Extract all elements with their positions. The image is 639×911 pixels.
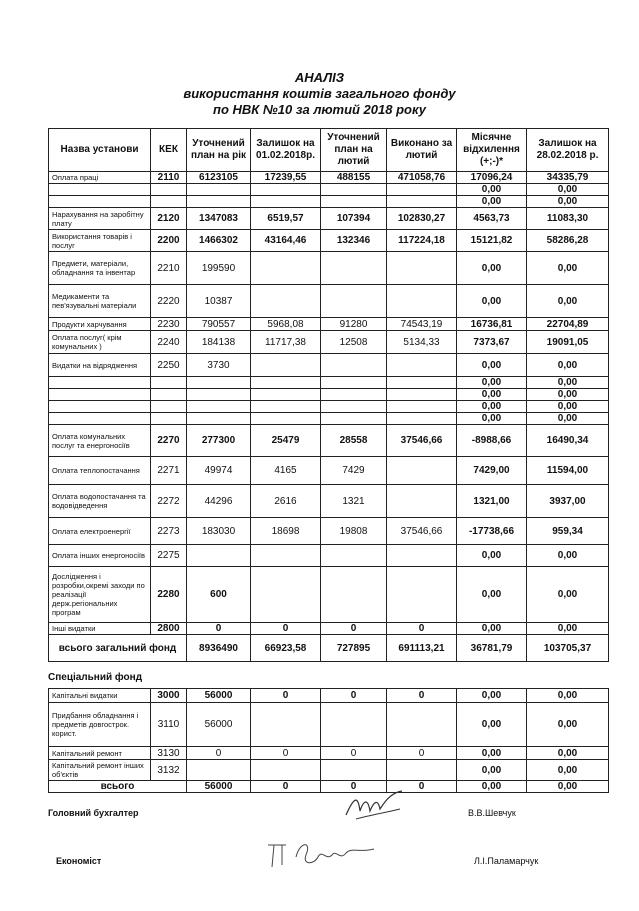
row-value: 3937,00 [527,485,609,518]
row-label: Видатки на відрядження [49,354,151,377]
row-value: 28558 [321,425,387,457]
row-code: 2271 [151,457,187,485]
row-value: 19091,05 [527,331,609,354]
row-value: 0,00 [527,401,609,413]
row-value [187,545,251,567]
row-value [251,252,321,285]
row-value: 0,00 [457,196,527,208]
row-code [151,413,187,425]
row-value: 0,00 [457,401,527,413]
economist-signature-icon [262,835,382,875]
row-value [251,703,321,747]
row-value: 183030 [187,518,251,545]
row-value: 11594,00 [527,457,609,485]
row-code: 2110 [151,172,187,184]
row-value: 0 [387,623,457,635]
row-label [49,196,151,208]
row-value: 1321,00 [457,485,527,518]
row-label: Оплата електроенергії [49,518,151,545]
row-value: 488155 [321,172,387,184]
doc-title: АНАЛІЗ [294,70,345,85]
row-value [187,184,251,196]
row-value [387,389,457,401]
row-code: 3000 [151,689,187,703]
row-value: 0,00 [527,184,609,196]
row-value: 16736,81 [457,318,527,331]
col-header: Залишок на 28.02.2018 р. [527,129,609,172]
row-code [151,377,187,389]
row-value: 0,00 [457,252,527,285]
row-label: Оплата водопостачання та водовідведення [49,485,151,518]
row-label: Нарахування на заробітну плату [49,208,151,230]
row-value: 0 [251,623,321,635]
row-code [151,389,187,401]
row-value: 277300 [187,425,251,457]
row-value: 117224,18 [387,230,457,252]
table-row [49,689,609,703]
row-value: 5968,08 [251,318,321,331]
general-total-row [49,635,609,662]
row-value: 16490,34 [527,425,609,457]
row-code: 3110 [151,703,187,747]
col-header: КЕК [151,129,187,172]
row-value [187,389,251,401]
row-value: 91280 [321,318,387,331]
row-code: 2272 [151,485,187,518]
table-row [49,196,609,208]
row-value [251,354,321,377]
row-value: 0,00 [527,196,609,208]
table-row [49,285,609,318]
row-label: Використання товарів і послуг [49,230,151,252]
row-value: 0,00 [527,760,609,781]
row-value: 18698 [251,518,321,545]
row-value: 6519,57 [251,208,321,230]
row-value [387,567,457,623]
row-value: 56000 [187,703,251,747]
col-header: Уточнений план на лютий [321,129,387,172]
row-code: 2240 [151,331,187,354]
row-value: 0 [387,689,457,703]
row-code: 2250 [151,354,187,377]
table-row [49,703,609,747]
doc-subtitle: використання коштів загального фонду [183,86,456,101]
table-row [49,230,609,252]
row-value [387,285,457,318]
row-value: 107394 [321,208,387,230]
economist-name: Л.І.Паламарчук [474,856,539,866]
row-value [321,760,387,781]
table-row [49,425,609,457]
row-value: 0,00 [457,567,527,623]
total-cell: 8936490 [187,635,251,662]
table-row [49,518,609,545]
row-label: Оплата комунальних послуг та енергоносіїв [49,425,151,457]
row-value: -17738,66 [457,518,527,545]
row-value: 0,00 [457,545,527,567]
row-value [387,703,457,747]
row-label: Капітальні видатки [49,689,151,703]
table-row [49,485,609,518]
special-fund-table [48,688,609,793]
row-value [387,252,457,285]
row-value: 0,00 [527,689,609,703]
table-header-row [49,129,609,172]
row-value: 0 [187,747,251,760]
row-value: 0,00 [457,703,527,747]
row-value [251,389,321,401]
row-value: 0,00 [457,354,527,377]
col-header: Виконано за лютий [387,129,457,172]
doc-period: по НВК №10 за лютий 2018 року [213,102,426,117]
total-cell: 0 [251,781,321,793]
row-label [49,184,151,196]
row-value: 17096,24 [457,172,527,184]
special-fund-label: Спеціальний фонд [48,672,143,683]
row-value: 0 [321,689,387,703]
row-code: 2275 [151,545,187,567]
table-row [49,623,609,635]
row-value [251,196,321,208]
row-value: 12508 [321,331,387,354]
row-value: 132346 [321,230,387,252]
row-label: Придбання обладнання і предметів довгострок. корист. [49,703,151,747]
row-value: 0,00 [527,285,609,318]
row-value: 1347083 [187,208,251,230]
row-value: 37546,66 [387,518,457,545]
row-value: 0,00 [527,413,609,425]
row-label: Оплата послуг( крім комунальних ) [49,331,151,354]
table-row [49,457,609,485]
row-value: 6123105 [187,172,251,184]
row-value: 56000 [187,689,251,703]
row-value: 0,00 [457,389,527,401]
row-value: 102830,27 [387,208,457,230]
row-value: 0,00 [457,760,527,781]
total-cell: 0,00 [527,781,609,793]
table-row [49,172,609,184]
total-label: всього загальний фонд [49,635,187,662]
row-label [49,401,151,413]
table-row [49,252,609,285]
row-value: 0,00 [457,377,527,389]
row-value [387,196,457,208]
row-value: 184138 [187,331,251,354]
row-value [251,184,321,196]
row-value: 0,00 [527,567,609,623]
row-value: 0 [321,623,387,635]
row-value [321,252,387,285]
row-value [387,760,457,781]
row-code: 2210 [151,252,187,285]
row-value [321,545,387,567]
total-cell: 0 [387,781,457,793]
row-value [387,485,457,518]
row-value: 0,00 [527,545,609,567]
row-value: 0 [251,747,321,760]
row-value: 17239,55 [251,172,321,184]
row-value: 5134,33 [387,331,457,354]
row-value [321,567,387,623]
row-value: 0 [187,623,251,635]
row-code: 2120 [151,208,187,230]
row-label: Капітальний ремонт інших об'єктів [49,760,151,781]
row-value [387,377,457,389]
row-value: 4165 [251,457,321,485]
row-value: 199590 [187,252,251,285]
row-code [151,184,187,196]
row-value: 0,00 [527,703,609,747]
row-value: 2616 [251,485,321,518]
row-value: 0,00 [527,389,609,401]
row-value [187,377,251,389]
row-value [387,457,457,485]
row-value: 0,00 [457,689,527,703]
row-value [321,354,387,377]
table-row [49,401,609,413]
row-value [321,401,387,413]
row-value: 1321 [321,485,387,518]
economist-title: Економіст [56,856,102,866]
row-value [251,567,321,623]
total-cell: 727895 [321,635,387,662]
row-value: 11717,38 [251,331,321,354]
table-row [49,331,609,354]
row-value: 58286,28 [527,230,609,252]
row-value: 11083,30 [527,208,609,230]
row-value: 0,00 [457,623,527,635]
table-row [49,413,609,425]
total-cell: 691113,21 [387,635,457,662]
table-row [49,545,609,567]
row-label: Предмети, матеріали, обладнання та інвентар [49,252,151,285]
table-row [49,184,609,196]
row-value [251,401,321,413]
total-cell: 0 [321,781,387,793]
table-row [49,208,609,230]
row-value: 0 [251,689,321,703]
row-value: 0,00 [527,252,609,285]
col-header: Місячне відхилення (+;-)* [457,129,527,172]
row-value: 0 [321,747,387,760]
row-code: 2230 [151,318,187,331]
row-code: 2273 [151,518,187,545]
table-row [49,354,609,377]
row-label: Оплата теплопостачання [49,457,151,485]
row-code: 2270 [151,425,187,457]
row-code: 2800 [151,623,187,635]
row-value: 0,00 [457,184,527,196]
row-value [321,703,387,747]
row-value: 37546,66 [387,425,457,457]
row-label: Продукти харчування [49,318,151,331]
row-label [49,377,151,389]
row-label [49,413,151,425]
row-value: 7429,00 [457,457,527,485]
chief-signature-icon [340,785,410,825]
row-value [387,545,457,567]
row-value: 0,00 [457,747,527,760]
row-label: Оплата інших енергоносіїв [49,545,151,567]
row-value: 0,00 [527,354,609,377]
row-value [387,184,457,196]
row-value: 1466302 [187,230,251,252]
row-value: -8988,66 [457,425,527,457]
row-value [387,413,457,425]
row-value: 0,00 [527,747,609,760]
row-value: 471058,76 [387,172,457,184]
row-value [321,285,387,318]
row-value [187,413,251,425]
row-value: 4563,73 [457,208,527,230]
row-code: 2280 [151,567,187,623]
row-value [187,196,251,208]
total-cell: 56000 [187,781,251,793]
row-value: 0,00 [457,285,527,318]
table-row [49,318,609,331]
row-value [251,760,321,781]
row-value [321,196,387,208]
row-label [49,389,151,401]
row-value: 0,00 [527,377,609,389]
row-value [187,760,251,781]
general-fund-table [48,128,609,662]
row-value [321,377,387,389]
table-row [49,377,609,389]
row-value: 3730 [187,354,251,377]
row-label: Дослідження і розробки,окремі заходи по реалізації держ.регіональних програм [49,567,151,623]
row-value: 22704,89 [527,318,609,331]
row-label: Медикаменти та пев'язувальні матеріали [49,285,151,318]
total-label: всього [49,781,187,793]
row-value [321,389,387,401]
total-cell: 0,00 [457,781,527,793]
table-row [49,567,609,623]
col-header: Залишок на 01.02.2018р. [251,129,321,172]
table-row [49,389,609,401]
row-label: Капітальний ремонт [49,747,151,760]
special-total-row [49,781,609,793]
row-value: 74543,19 [387,318,457,331]
row-value [251,285,321,318]
row-code: 2220 [151,285,187,318]
row-value [387,354,457,377]
col-header: Назва установи [49,129,151,172]
row-value: 25479 [251,425,321,457]
row-value: 790557 [187,318,251,331]
row-value: 43164,46 [251,230,321,252]
table-row [49,760,609,781]
row-code: 3132 [151,760,187,781]
row-value: 0,00 [527,623,609,635]
row-code [151,401,187,413]
row-value: 600 [187,567,251,623]
row-value [321,413,387,425]
chief-accountant-title: Головний бухгалтер [48,808,139,818]
row-value: 7429 [321,457,387,485]
row-value: 15121,82 [457,230,527,252]
chief-accountant-name: В.В.Шевчук [468,808,516,818]
row-value: 10387 [187,285,251,318]
row-code: 2200 [151,230,187,252]
total-cell: 66923,58 [251,635,321,662]
row-label: Інші видатки [49,623,151,635]
row-value: 34335,79 [527,172,609,184]
row-value: 0,00 [457,413,527,425]
row-value [251,545,321,567]
total-cell: 103705,37 [527,635,609,662]
row-value: 7373,67 [457,331,527,354]
row-code: 3130 [151,747,187,760]
row-code [151,196,187,208]
col-header: Уточнений план на рік [187,129,251,172]
table-row [49,747,609,760]
total-cell: 36781,79 [457,635,527,662]
row-value [251,377,321,389]
row-value: 0 [387,747,457,760]
row-value: 19808 [321,518,387,545]
row-value: 44296 [187,485,251,518]
row-value [387,401,457,413]
row-label: Оплата праці [49,172,151,184]
row-value [187,401,251,413]
row-value [251,413,321,425]
row-value [321,184,387,196]
row-value: 49974 [187,457,251,485]
row-value: 959,34 [527,518,609,545]
